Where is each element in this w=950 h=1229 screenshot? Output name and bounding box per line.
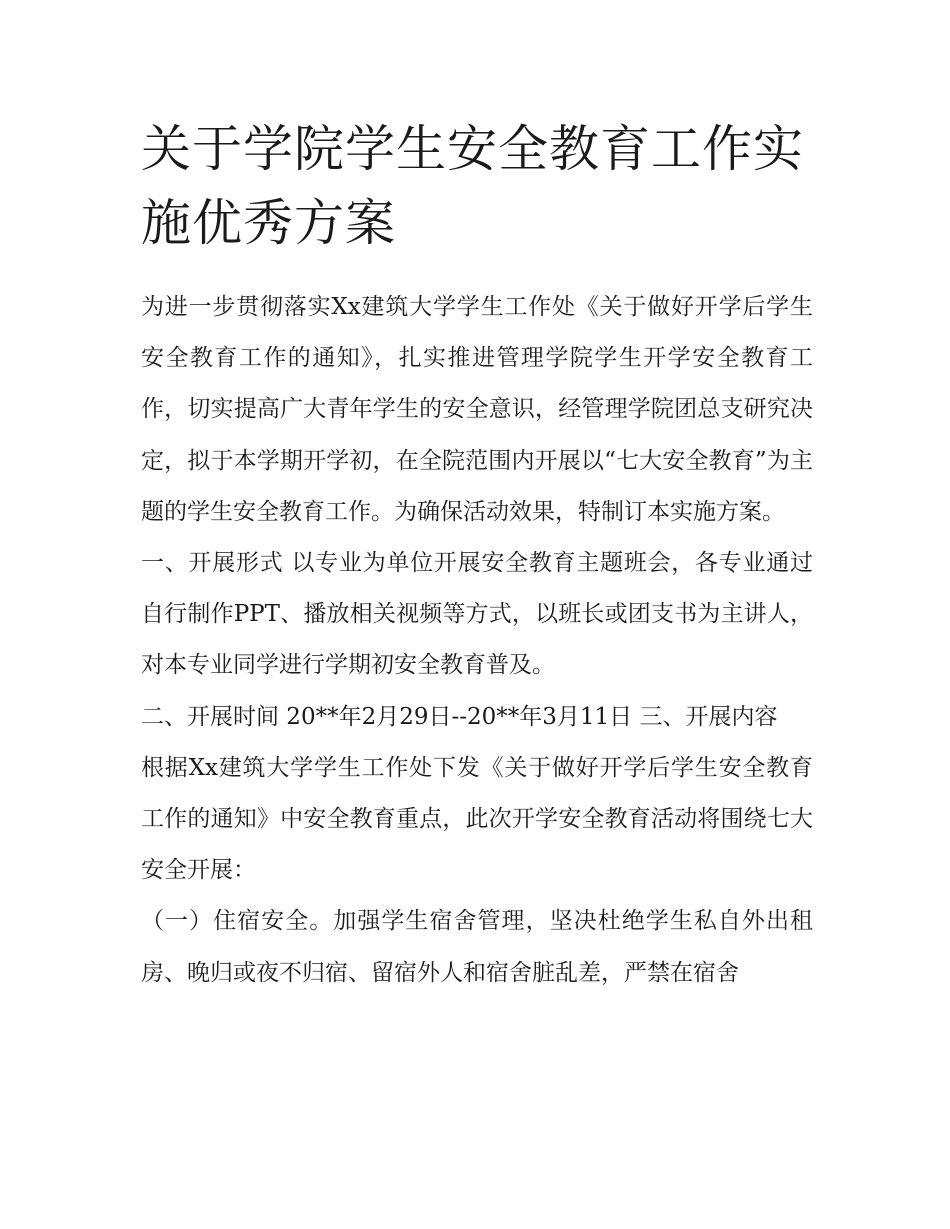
document-body (141, 282, 813, 999)
paragraph-intro: 为进一步贯彻落实Xx建筑大学学生工作处《关于做好开学后学生安全教育工作的通知》，扎实推进管理学院学生开学安全教育工作，切实提高广大青年学生的安全意识，经管理学院团总支研究决定，拟于本学期开学初，在全院范围内开展以“七大安全教育”为主题的学生安全教育工作。为确保活动效果，特制订本实施方案。 (141, 294, 813, 525)
paragraph-format: 一、开展形式 以专业为单位开展安全教育主题班会，各专业通过自行制作PPT、播放相关视频等方式，以班长或团支书为主讲人，对本专业同学进行学期初安全教育普及。 (141, 550, 813, 679)
document-page (141, 112, 813, 999)
paragraph-content: 根据Xx建筑大学学生工作处下发《关于做好开学后学生安全教育工作的通知》中安全教育重点，此次开学安全教育活动将围绕七大安全开展： (141, 754, 813, 884)
document-title: 关于学院学生安全教育工作实施优秀方案 (141, 120, 804, 252)
paragraph-dorm-safety: （一）住宿安全。加强学生宿舍管理，坚决杜绝学生私自外出租房、晚归或夜不归宿、留宿外人和宿舍脏乱差，严禁在宿舍 (141, 908, 813, 986)
paragraph-time: 二、开展时间 20**年2月29日--20**年3月11日 三、开展内容 (141, 703, 778, 730)
